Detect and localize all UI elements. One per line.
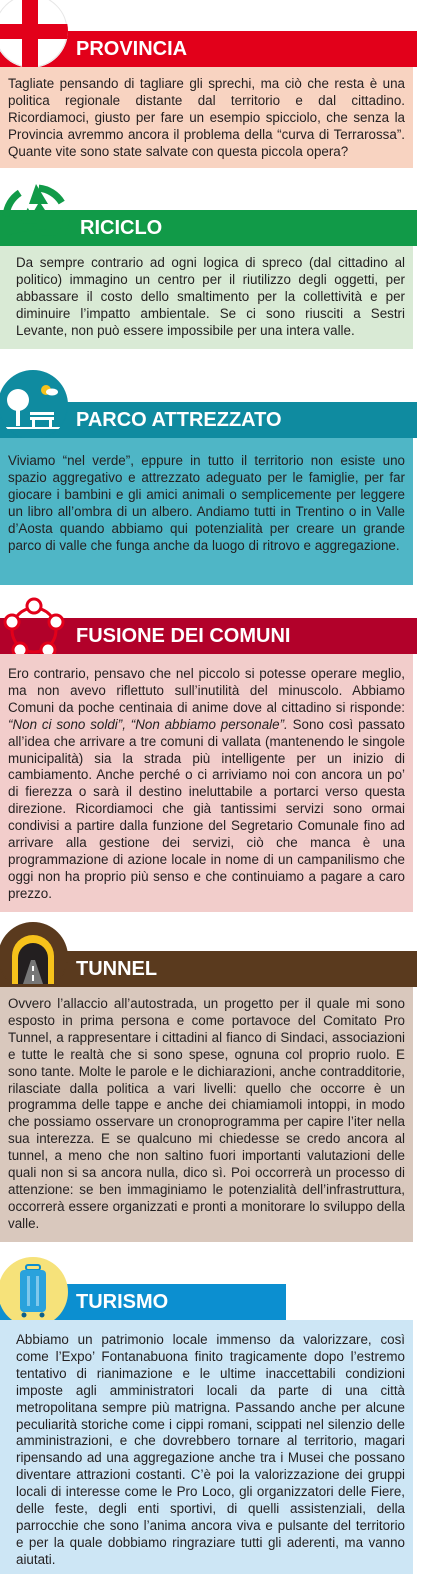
section-text: Viviamo “nel verde”, eppure in tutto il territorio non esiste uno spazio aggregativo e attrezzato adeguato per le famiglie, per far giocare i bambini e gli amici animali o semplicemente per leggere un libro all’ombra di un albero. Andiamo tutti in Trentino o in Valle d’Aosta quando abbiamo qui potenzialità per creare un grande parco di valle che funga anche da luogo di ritrovo e aggregazione. <box>8 453 405 553</box>
section-text: Ovvero l’allaccio all’autostrada, un progetto per il quale mi sono esposto in prima persona e come portavoce del Comitato Pro Tunnel, a rappresentare i cittadini al fianco di Sindaci, associazioni e tutte le realtà che si sono spese, ognuna col proprio ruolo. E sono tante. Molte le parole e le dichiarazioni, anche contradditorie, rilasciate dalla politica a vari livelli: quello che occorre è un programma delle tappe e anche dei chiamiamoli intoppi, in modo che possiamo osservare un cronoprogramma per capire l’iter nella sua interezza. E se qualcuno mi chiedesse se credo ancora al tunnel, a meno che non saltino fuori importanti valutazioni delle quali non si sa ancora nulla, dico sì. Poi occorrerà un processo di attenzione: se ben immaginiamo le potenzialità dell’infrastruttura, occorrerà essere organizzati e pronti a monitorare lo sviluppo della valle. <box>8 996 405 1231</box>
section-text: Tagliate pensando di tagliare gli sprechi, ma ciò che resta è una politica regionale distante dal territorio e dal cittadino. Ricordiamoci, giusto per fare un esempio spicciolo, che senza la Provincia avremmo ancora il problema della “curva di Terrarossa”. Quante vite sono state salvate con questa piccola opera? <box>8 76 405 159</box>
tunnel-road-icon <box>0 922 68 992</box>
section-title: FUSIONE DEI COMUNI <box>76 625 291 647</box>
section-title: RICICLO <box>80 217 163 239</box>
section-body <box>0 987 413 1242</box>
park-bench-tree-icon <box>0 370 68 440</box>
section-body <box>0 1320 413 1574</box>
section-body <box>0 438 413 585</box>
section-title: TUNNEL <box>76 958 158 980</box>
section-body <box>0 654 413 912</box>
suitcase-icon <box>0 1257 68 1327</box>
section-text-part: Sono così passato all’idea che arrivare a tre comuni di vallata (mantenendo le singole municipalità) sia la strada più intelligente per un inizio di cambiamento. Anche perché o ci arriviamo noi con ancora un po’ di fierezza o sarà il destino ineluttabile a portarci verso questa direzione. Ricordiamoci che già tantissimi servizi sono ormai condivisi a partire dalla funzione del Segretario Comunale fino ad arrivare alla gestione dei servizi, ciò che manca è una programmazione di azione locale in nome di un campanilismo che oggi non ha proprio più senso e che continuiamo a pagare a caro prezzo. <box>8 716 405 901</box>
section-text-part: Ero contrario, pensavo che nel piccolo si potesse operare meglio, ma non avevo riflettuto sull’inutilità del minuscolo. Abbiamo Comuni da poche centinaia di anime dove al cittadino si risponde: <box>8 666 405 715</box>
section-quote: “Non ci sono soldi”, “Non abbiamo personale”. <box>8 716 288 732</box>
recycle-icon <box>1 180 71 250</box>
section-title: TURISMO <box>76 1291 169 1313</box>
section-body <box>0 246 413 349</box>
section-text <box>8 666 405 903</box>
section-title: PARCO ATTREZZATO <box>76 409 282 431</box>
section-body <box>0 67 413 168</box>
section-title: PROVINCIA <box>76 38 188 60</box>
section-text: Abbiamo un patrimonio locale immenso da valorizzare, così come l’Expo’ Fontanabuona finito tragicamente dopo l’estremo tentativo di rianimazione e le ultime inaccettabili condizioni imposte agli amministratori locali da parte di una città metropolitana sempre più matrigna. Passando anche per alcune peculiarità storiche come i cippi romani, scippati nel silenzio delle amministrazioni, e che dovrebbero tornare al territorio, magari ripensando ad una aggregazione anche tra i Musei che possano diventare attrazioni costanti. C’è poi la valorizzazione dei gruppi locali di interesse come le Pro Loco, gli organizzatori delle Fiere, delle feste, degli enti sportivi, di quelli assistenziali, della parrocchie che sono l’anima ancora viva e pulsante del territorio e per la quale dobbiamo ringraziare tutti gli aderenti, ma vanno aiutati. <box>16 1332 405 1567</box>
section-text: Da sempre contrario ad ogni logica di spreco (dal cittadino al politico) immagino un centro per il riutilizzo degli oggetti, per abbassare il costo dello smaltimento per la collettività e per diminuire l’impatto ambientale. Se ci sono riusciti a Sestri Levante, non può essere impossibile per una intera valle. <box>16 255 405 338</box>
